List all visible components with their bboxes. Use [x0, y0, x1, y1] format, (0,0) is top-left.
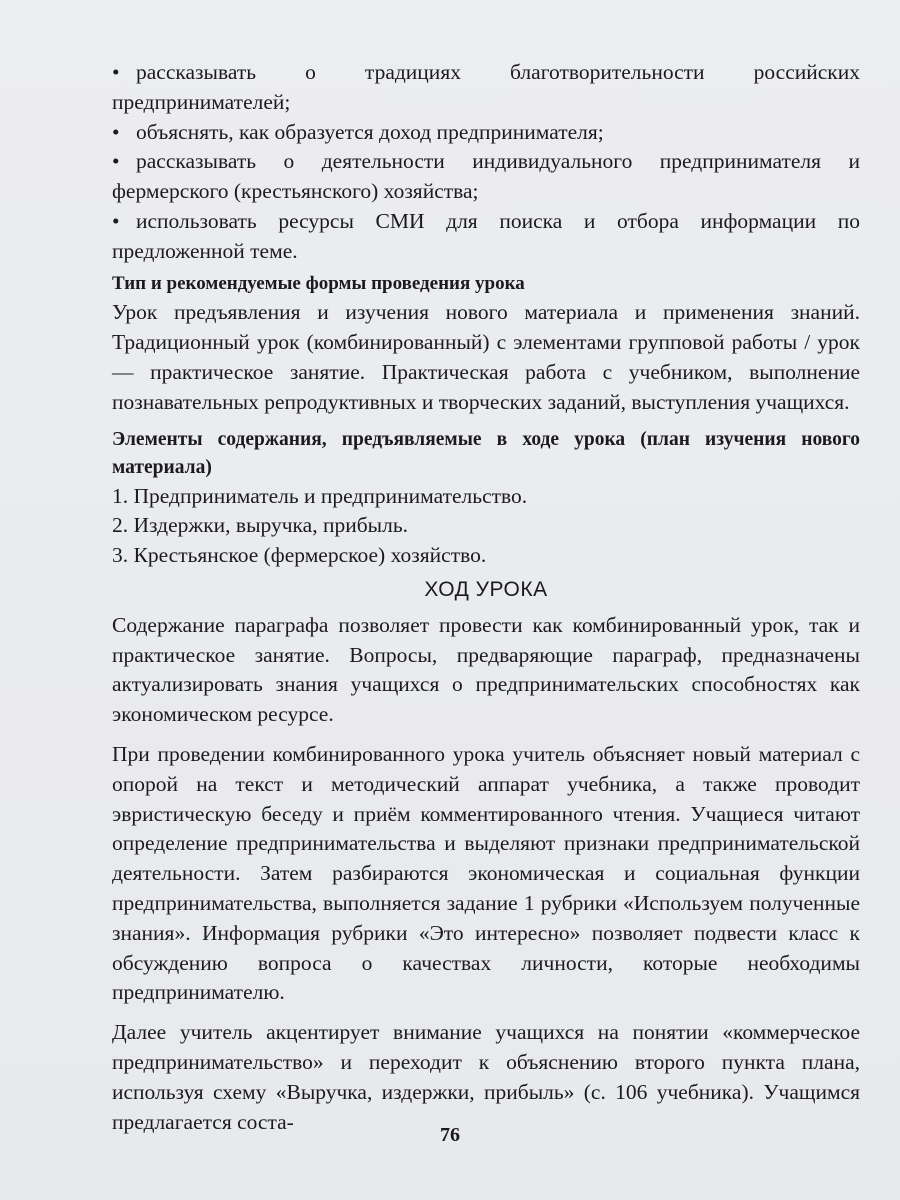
page-content	[112, 58, 860, 1137]
lesson-paragraph: Содержание параграфа позволяет провести как комбинированный урок, так и практическое занятие. Вопросы, предваряющие параграф, предназначены актуализировать знания учащихся о предпринимательских способностях как экономическом ресурсе.	[112, 612, 860, 727]
bullet-item: • объяснять, как образуется доход предпринимателя;	[112, 118, 860, 148]
lesson-paragraph: Далее учитель акцентирует внимание учащихся на понятии «коммерческое предпринимательство» и переходит к объяснению второго пункта плана, используя схему «Выручка, издержки, прибыль» (с. 106 учебника). Учащимся предлагается соста-	[112, 1020, 860, 1134]
section-title: ХОД УРОКА	[424, 577, 548, 601]
lesson-paragraph: При проведении комбинированного урока учитель объясняет новый материал с опорой на текст и методический аппарат учебника, а также проводит эвристическую беседу и приём комментированного чтения. Учащиеся читают определение предпринимательства и выделяют признаки предпринимательской деятельности. Затем разбираются экономическая и социальная функции предпринимательства, выполняется задание 1 рубрики «Используем полученные знания». Информация рубрики «Это интересно» позволяет подвести класс к обсуждению вопроса о качествах личности, которые необходимы предпринимателю.	[112, 741, 860, 1005]
plan-item: 1. Предприниматель и предпринимательство.	[112, 483, 528, 508]
lesson-type-heading: Тип и рекомендуемые формы проведения урока	[112, 272, 525, 294]
bullet-icon: •	[112, 60, 120, 84]
page-number: 76	[440, 1124, 460, 1146]
bullet-icon: •	[112, 208, 120, 233]
bullet-item: • использовать ресурсы СМИ для поиска и отбора информации по предложенной теме.	[112, 208, 860, 263]
bullet-item: • рассказывать о традициях благотворительности российских предпринимателей;	[112, 60, 860, 114]
bullet-icon: •	[112, 119, 120, 144]
bullet-icon: •	[112, 149, 120, 174]
plan-item: 2. Издержки, выручка, прибыль.	[112, 513, 409, 538]
bullet-item: • рассказывать о деятельности индивидуального предпринимателя и фермерского (крестьянского) хозяйства;	[112, 149, 860, 204]
plan-item: 3. Крестьянское (фермерское) хозяйство.	[112, 543, 487, 568]
lesson-type-text: Урок предъявления и изучения нового материала и применения знаний. Традиционный урок (комбинированный) с элементами групповой работы / урок — практическое занятие. Практическая работа с учебником, выполнение познавательных репродуктивных и творческих заданий, выступления учащихся.	[112, 300, 860, 414]
content-elements-heading: Элементы содержания, предъявляемые в ходе урока (план изучения нового материала)	[112, 428, 860, 478]
